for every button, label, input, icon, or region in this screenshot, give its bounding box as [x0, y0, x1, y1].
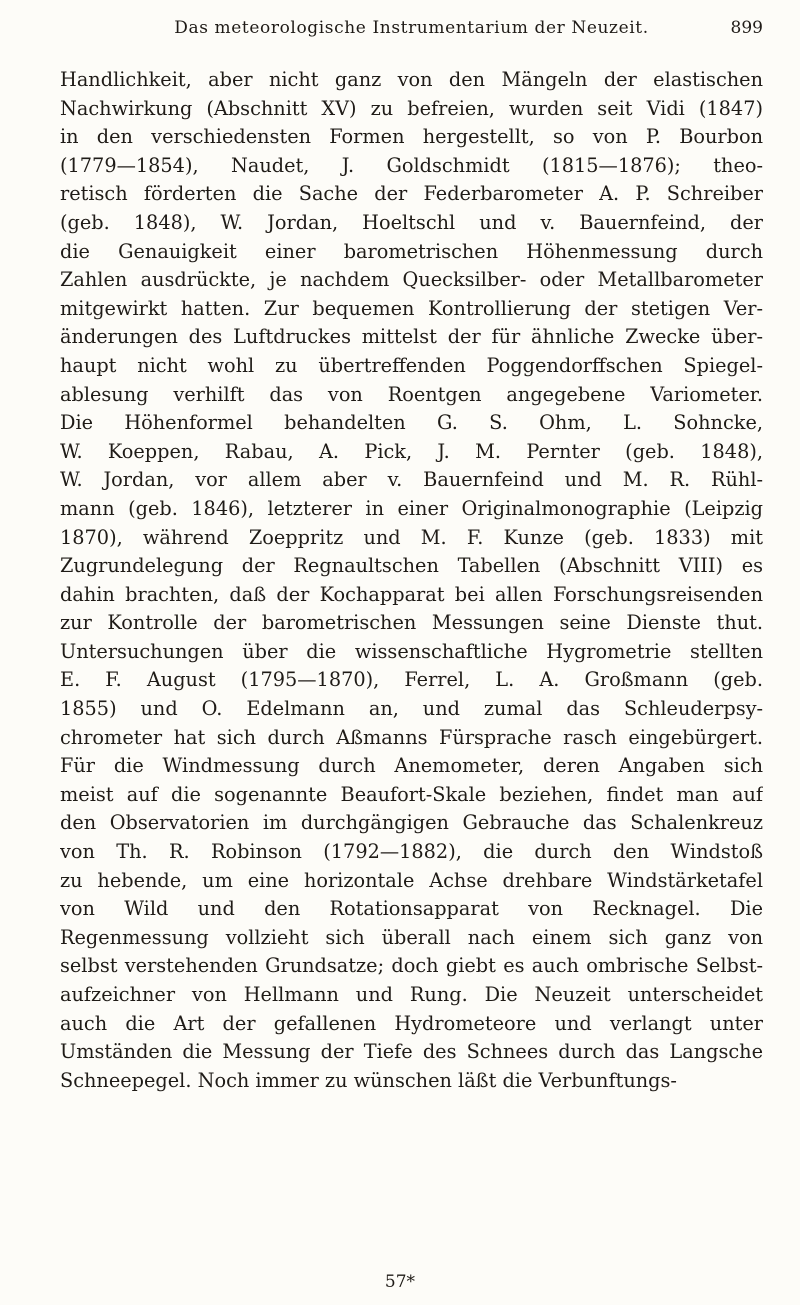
text-line: den Observatorien im durchgängigen Gebrauche das Schalenkreuz: [60, 811, 763, 835]
text-line: 1855) und O. Edelmann an, und zumal das Schleuderpsy-: [60, 697, 763, 721]
text-line: Regenmessung vollzieht sich überall nach einem sich ganz von: [60, 925, 763, 949]
text-line: (1779—1854), Naudet, J. Goldschmidt (1815—1876); theo-: [60, 153, 763, 177]
text-line: Umständen die Messung der Tiefe des Schnees durch das Langsche: [60, 1040, 763, 1064]
text-line: zur Kontrolle der barometrischen Messungen seine Dienste thut.: [60, 611, 763, 635]
text-line: 1870), während Zoeppritz und M. F. Kunze (geb. 1833) mit: [60, 525, 763, 549]
text-line: ablesung verhilft das von Roentgen angegebene Variometer.: [60, 382, 763, 406]
text-line: E. F. August (1795—1870), Ferrel, L. A. Großmann (geb.: [60, 668, 763, 692]
text-line: mann (geb. 1846), letzterer in einer Originalmonographie (Leipzig: [60, 496, 763, 520]
body-text: [60, 66, 763, 1095]
text-line: dahin brachten, daß der Kochapparat bei allen Forschungsreisenden: [60, 582, 763, 606]
text-line: aufzeichner von Hellmann und Rung. Die Neuzeit unterscheidet: [60, 983, 763, 1006]
text-line: chrometer hat sich durch Aßmanns Fürsprache rasch eingebürgert.: [60, 725, 763, 749]
text-line: Handlichkeit, aber nicht ganz von den Mängeln der elastischen: [60, 68, 763, 91]
text-line: änderungen des Luftdruckes mittelst der für ähnliche Zwecke über-: [60, 325, 763, 349]
signature-mark: 57*: [384, 1272, 416, 1292]
text-line: Nachwirkung (Abschnitt XV) zu befreien, wurden seit Vidi (1847): [60, 96, 763, 120]
page-number: 899: [730, 18, 763, 38]
text-line: haupt nicht wohl zu übertreffenden Poggendorffschen Spiegel-: [60, 353, 763, 377]
text-line: Schneepegel. Noch immer zu wünschen läßt die Verbunftungs-: [60, 1068, 677, 1092]
text-line: die Genauigkeit einer barometrischen Höhenmessung durch: [60, 239, 763, 263]
text-line: auch die Art der gefallenen Hydrometeore und verlangt unter: [60, 1011, 763, 1035]
text-line: Zugrundelegung der Regnaultschen Tabellen (Abschnitt VIII) es: [60, 554, 763, 578]
text-line: zu hebende, um eine horizontale Achse drehbare Windstärketafel: [60, 868, 763, 892]
text-line: selbst verstehenden Grundsatze; doch giebt es auch ombrische Selbst-: [60, 954, 763, 978]
text-line: in den verschiedensten Formen hergestellt, so von P. Bourbon: [60, 125, 763, 149]
text-line: von Th. R. Robinson (1792—1882), die durch den Windstoß: [60, 840, 763, 864]
text-line: mitgewirkt hatten. Zur bequemen Kontrollierung der stetigen Ver-: [60, 296, 763, 320]
text-line: (geb. 1848), W. Jordan, Hoeltschl und v. Bauernfeind, der: [60, 210, 763, 234]
text-line: Untersuchungen über die wissenschaftliche Hygrometrie stellten: [60, 639, 763, 663]
text-line: Die Höhenformel behandelten G. S. Ohm, L. Sohncke,: [60, 411, 763, 435]
text-line: Für die Windmessung durch Anemometer, deren Angaben sich: [60, 754, 763, 778]
text-line: W. Koeppen, Rabau, A. Pick, J. M. Pernter (geb. 1848),: [60, 439, 763, 463]
text-line: meist auf die sogenannte Beaufort-Skale beziehen, findet man auf: [60, 782, 763, 806]
text-line: von Wild und den Rotationsapparat von Recknagel. Die: [60, 897, 763, 921]
running-title: Das meteorologische Instrumentarium der Neuzeit.: [174, 18, 649, 38]
text-line: W. Jordan, vor allem aber v. Bauernfeind und M. R. Rühl-: [60, 468, 763, 492]
running-head: [60, 18, 763, 46]
text-line: retisch förderten die Sache der Federbarometer A. P. Schreiber: [60, 182, 763, 206]
text-line: Zahlen ausdrückte, je nachdem Quecksilber- oder Metallbarometer: [60, 268, 763, 292]
